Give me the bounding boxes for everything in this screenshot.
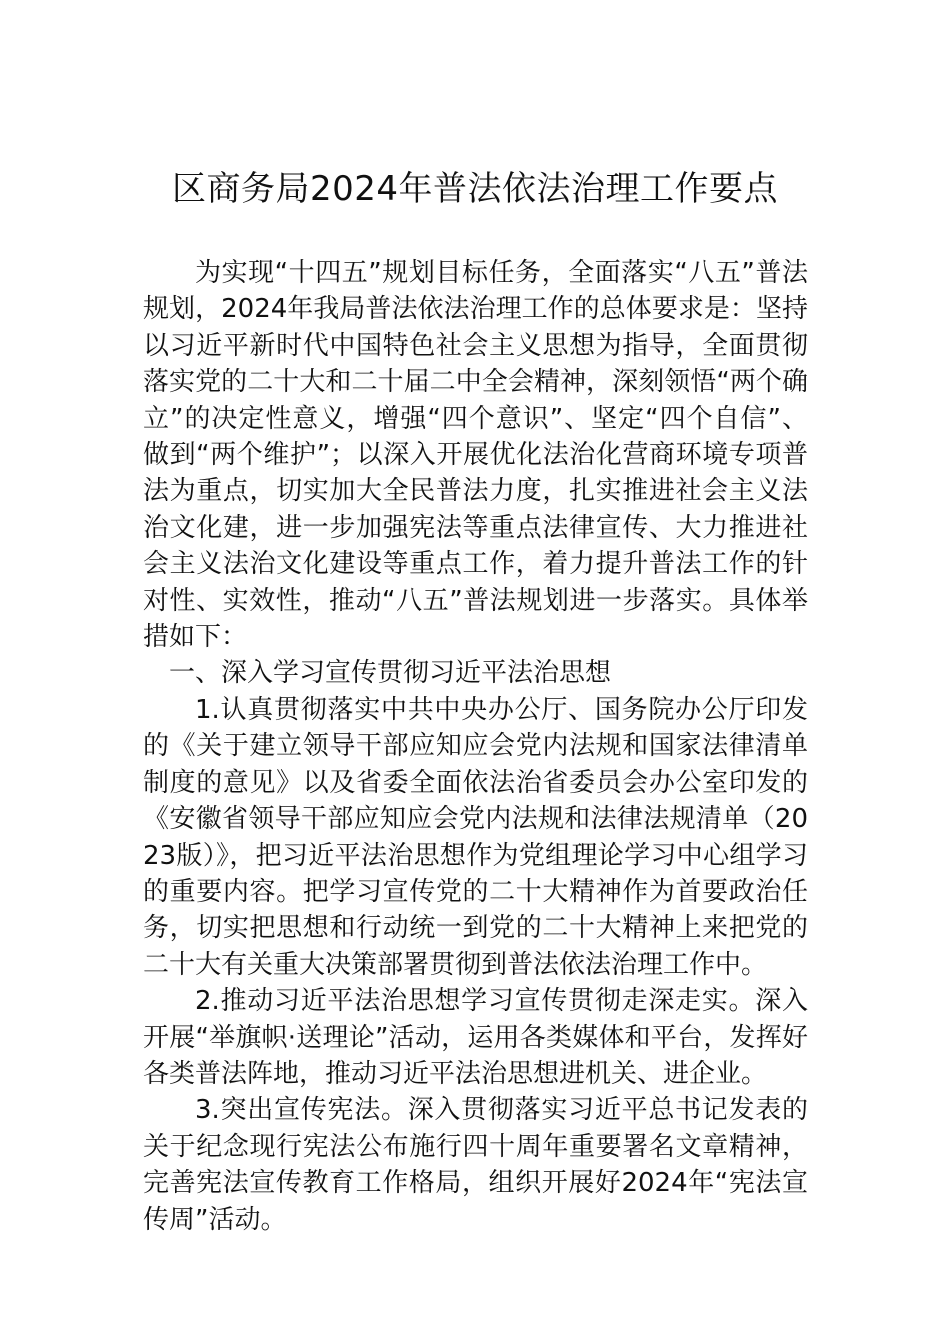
- intro-paragraph: 为实现“十四五”规划目标任务，全面落实“八五”普法规划，2024年我局普法依法治理工作的总体要求是：坚持以习近平新时代中国特色社会主义思想为指导，全面贯彻落实党的二十大和二十届二中全会精神，深刻领悟“两个确立”的决定性意义，增强“四个意识”、坚定“四个自信”、做到“两个维护”；以深入开展优化法治化营商环境专项普法为重点，切实加大全民普法力度，扎实推进社会主义法治文化建，进一步加强宪法等重点法律宣传、大力推进社会主义法治文化建设等重点工作，着力提升普法工作的针对性、实效性，推动“八五”普法规划进一步落实。具体举措如下：: [143, 258, 808, 653]
- item-paragraph-1: 1.认真贯彻落实中共中央办公厅、国务院办公厅印发的《关于建立领导干部应知应会党内法规和国家法律清单制度的意见》以及省委全面依法治省委员会办公室印发的《安徽省领导干部应知应会党内法规和法律法规清单（2023版）》，把习近平法治思想作为党组理论学习中心组学习的重要内容。把学习宣传党的二十大精神作为首要政治任务，切实把思想和行动统一到党的二十大精神上来把党的二十大有关重大决策部署贯彻到普法依法治理工作中。: [143, 694, 808, 980]
- item-paragraph-2: 2.推动习近平法治思想学习宣传贯彻走深走实。深入开展“举旗帜·送理论”活动，运用各类媒体和平台，发挥好各类普法阵地，推动习近平法治思想进机关、进企业。: [143, 986, 808, 1089]
- document-title: 区商务局2024年普法依法治理工作要点: [171, 169, 779, 209]
- document-body: [143, 255, 808, 1238]
- item-paragraph-3: 3.突出宣传宪法。深入贯彻落实习近平总书记发表的关于纪念现行宪法公布施行四十周年重要署名文章精神，完善宪法宣传教育工作格局，组织开展好2024年“宪法宣传周”活动。: [143, 1095, 808, 1235]
- section-heading-1: 一、深入学习宣传贯彻习近平法治思想: [169, 658, 612, 689]
